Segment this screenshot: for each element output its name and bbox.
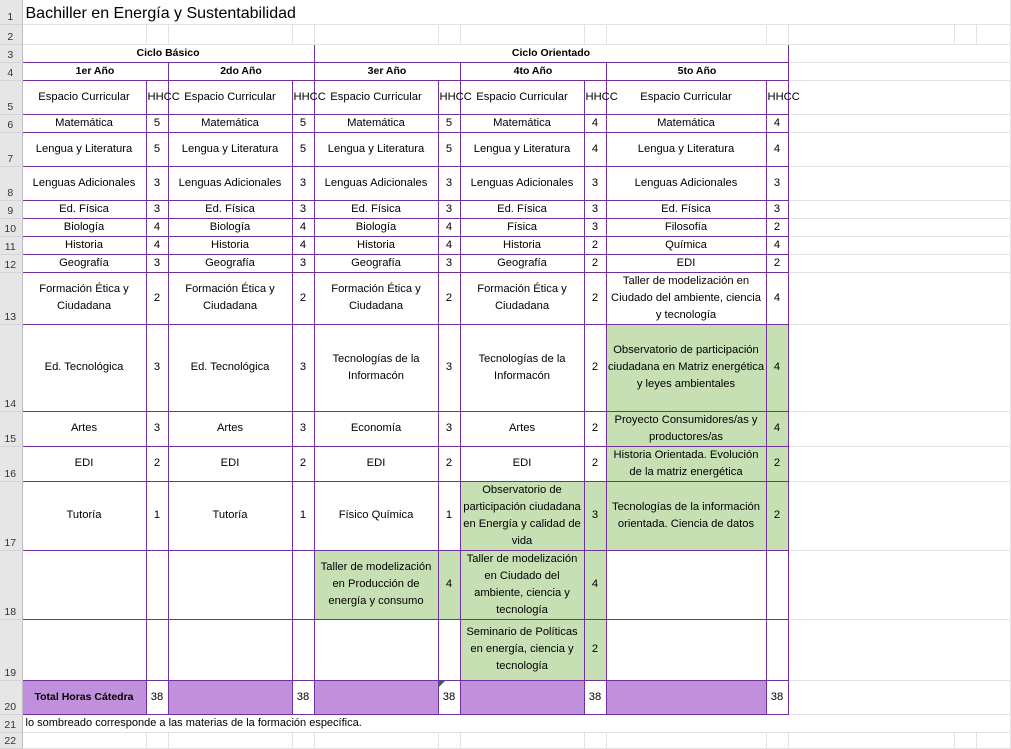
row-header[interactable]: 20: [0, 680, 22, 714]
empty-cell[interactable]: [954, 732, 976, 748]
empty-cell[interactable]: [788, 80, 1010, 114]
hours-cell[interactable]: 3: [146, 411, 168, 446]
subject-cell[interactable]: Biología: [168, 218, 292, 236]
subject-cell[interactable]: Lengua y Literatura: [460, 132, 584, 166]
subject-cell[interactable]: Ed. Física: [168, 200, 292, 218]
sheet-row: [0, 80, 1010, 114]
empty-cell[interactable]: [788, 114, 1010, 132]
row-header[interactable]: 3: [0, 44, 22, 62]
subject-cell[interactable]: Tutoría: [22, 481, 146, 550]
hours-cell[interactable]: [438, 619, 460, 680]
empty-cell[interactable]: [584, 24, 606, 44]
hours-cell[interactable]: 4: [766, 236, 788, 254]
subject-cell[interactable]: Observatorio de participación ciudadana en Matriz energética y leyes ambientales: [606, 324, 766, 411]
sheet-row: [0, 44, 1010, 62]
hours-column-header[interactable]: HHCC: [292, 80, 314, 114]
hours-cell[interactable]: 4: [438, 550, 460, 619]
empty-cell[interactable]: [168, 24, 292, 44]
subject-cell[interactable]: Historia Orientada. Evolución de la matriz energética: [606, 446, 766, 481]
sheet-row: [0, 680, 1010, 714]
empty-cell[interactable]: [292, 732, 314, 748]
hours-cell[interactable]: 4: [766, 324, 788, 411]
total-value[interactable]: 38: [146, 680, 168, 714]
hours-cell[interactable]: 4: [584, 132, 606, 166]
empty-cell[interactable]: [976, 24, 1010, 44]
hours-cell[interactable]: 3: [292, 324, 314, 411]
hours-cell[interactable]: 4: [146, 218, 168, 236]
row-header[interactable]: 7: [0, 132, 22, 166]
empty-cell[interactable]: [22, 24, 146, 44]
subject-cell[interactable]: [22, 550, 146, 619]
row-header[interactable]: 18: [0, 550, 22, 619]
hours-cell[interactable]: 2: [292, 446, 314, 481]
hours-cell[interactable]: 4: [766, 272, 788, 324]
hours-cell[interactable]: 2: [584, 619, 606, 680]
hours-cell[interactable]: 3: [438, 411, 460, 446]
hours-cell[interactable]: 2: [146, 446, 168, 481]
subject-cell[interactable]: Ed. Tecnológica: [22, 324, 146, 411]
subject-cell[interactable]: Lenguas Adicionales: [460, 166, 584, 200]
total-value[interactable]: 38: [766, 680, 788, 714]
hours-cell[interactable]: 5: [292, 132, 314, 166]
hours-cell[interactable]: 4: [438, 236, 460, 254]
subject-cell[interactable]: Lenguas Adicionales: [22, 166, 146, 200]
subject-cell[interactable]: Geografía: [22, 254, 146, 272]
row-header[interactable]: 5: [0, 80, 22, 114]
hours-cell[interactable]: 1: [292, 481, 314, 550]
subject-cell[interactable]: Tecnologías de la Informacón: [460, 324, 584, 411]
total-filler[interactable]: [314, 680, 438, 714]
subject-cell[interactable]: Observatorio de participación ciudadana en Energía y calidad de vida: [460, 481, 584, 550]
subject-cell[interactable]: Química: [606, 236, 766, 254]
total-value[interactable]: 38: [584, 680, 606, 714]
hours-column-header[interactable]: HHCC: [438, 80, 460, 114]
hours-cell[interactable]: 3: [146, 254, 168, 272]
subject-cell[interactable]: Ed. Física: [22, 200, 146, 218]
total-filler[interactable]: [460, 680, 584, 714]
sheet-row: [0, 218, 1010, 236]
sheet-row: [0, 0, 1010, 24]
subject-cell[interactable]: Matemática: [314, 114, 438, 132]
empty-cell[interactable]: [788, 446, 1010, 481]
hours-cell[interactable]: [292, 550, 314, 619]
empty-cell[interactable]: [314, 732, 438, 748]
subject-cell[interactable]: [168, 619, 292, 680]
row-header[interactable]: 12: [0, 254, 22, 272]
hours-cell[interactable]: 4: [584, 114, 606, 132]
total-filler[interactable]: [606, 680, 766, 714]
sheet-row: [0, 481, 1010, 550]
row-header[interactable]: 17: [0, 481, 22, 550]
row-header[interactable]: 14: [0, 324, 22, 411]
subject-cell[interactable]: Geografía: [168, 254, 292, 272]
hours-cell[interactable]: [766, 550, 788, 619]
subject-cell[interactable]: Formación Ética y Ciudadana: [22, 272, 146, 324]
sheet-row: [0, 714, 1010, 732]
subject-cell[interactable]: EDI: [22, 446, 146, 481]
hours-cell[interactable]: 2: [766, 446, 788, 481]
hours-cell[interactable]: 5: [292, 114, 314, 132]
hours-cell[interactable]: 3: [146, 200, 168, 218]
sheet-row: [0, 200, 1010, 218]
row-header[interactable]: 9: [0, 200, 22, 218]
subject-cell[interactable]: Taller de modelización en Producción de energía y consumo: [314, 550, 438, 619]
hours-cell[interactable]: 2: [584, 254, 606, 272]
empty-cell[interactable]: [788, 236, 1010, 254]
hours-cell[interactable]: 3: [584, 200, 606, 218]
empty-cell[interactable]: [788, 732, 954, 748]
empty-cell[interactable]: [146, 24, 168, 44]
subject-cell[interactable]: EDI: [314, 446, 438, 481]
hours-cell[interactable]: 2: [146, 272, 168, 324]
hours-cell[interactable]: 2: [584, 272, 606, 324]
subject-cell[interactable]: Formación Ética y Ciudadana: [460, 272, 584, 324]
empty-cell[interactable]: [976, 732, 1010, 748]
subject-cell[interactable]: [168, 550, 292, 619]
subject-cell[interactable]: Historia: [168, 236, 292, 254]
total-filler[interactable]: [168, 680, 292, 714]
row-header[interactable]: 22: [0, 732, 22, 748]
subject-cell[interactable]: Biología: [314, 218, 438, 236]
empty-cell[interactable]: [788, 254, 1010, 272]
hours-cell[interactable]: 2: [766, 481, 788, 550]
hours-cell[interactable]: 3: [292, 166, 314, 200]
hours-cell[interactable]: 2: [438, 272, 460, 324]
sheet-row: [0, 619, 1010, 680]
empty-cell[interactable]: [606, 732, 766, 748]
subject-cell[interactable]: Lengua y Literatura: [168, 132, 292, 166]
subject-cell[interactable]: Física: [460, 218, 584, 236]
row-header[interactable]: 6: [0, 114, 22, 132]
year-header[interactable]: 2do Año: [168, 62, 314, 80]
hours-cell[interactable]: 3: [584, 218, 606, 236]
subject-cell[interactable]: [22, 619, 146, 680]
hours-cell[interactable]: 2: [584, 324, 606, 411]
hours-cell[interactable]: 5: [146, 132, 168, 166]
hours-cell[interactable]: 3: [292, 411, 314, 446]
empty-cell[interactable]: [788, 619, 1010, 680]
subject-cell[interactable]: [606, 550, 766, 619]
subject-cell[interactable]: Taller de modelización en Ciudado del ambiente, ciencia y tecnología: [460, 550, 584, 619]
hours-cell[interactable]: 3: [292, 254, 314, 272]
hours-cell[interactable]: [146, 619, 168, 680]
hours-cell[interactable]: 2: [766, 254, 788, 272]
hours-cell[interactable]: 4: [766, 411, 788, 446]
empty-cell[interactable]: [438, 732, 460, 748]
cycle-orientado-header[interactable]: Ciclo Orientado: [314, 44, 788, 62]
subject-column-header[interactable]: Espacio Curricular: [606, 80, 766, 114]
sheet-row: [0, 411, 1010, 446]
empty-cell[interactable]: [146, 732, 168, 748]
hours-cell[interactable]: 4: [438, 218, 460, 236]
row-header[interactable]: 10: [0, 218, 22, 236]
subject-column-header[interactable]: Espacio Curricular: [168, 80, 292, 114]
empty-cell[interactable]: [22, 732, 146, 748]
hours-cell[interactable]: 3: [438, 166, 460, 200]
hours-cell[interactable]: 5: [438, 114, 460, 132]
subject-cell[interactable]: Formación Ética y Ciudadana: [314, 272, 438, 324]
hours-cell[interactable]: 3: [292, 200, 314, 218]
hours-cell[interactable]: 3: [146, 324, 168, 411]
subject-cell[interactable]: Artes: [460, 411, 584, 446]
year-header[interactable]: 3er Año: [314, 62, 460, 80]
total-label[interactable]: Total Horas Cátedra: [22, 680, 146, 714]
sheet-row: [0, 114, 1010, 132]
hours-cell[interactable]: 2: [584, 236, 606, 254]
subject-cell[interactable]: Taller de modelización en Ciudado del ambiente, ciencia y tecnología: [606, 272, 766, 324]
subject-cell[interactable]: Economía: [314, 411, 438, 446]
hours-cell[interactable]: 3: [584, 166, 606, 200]
subject-cell[interactable]: Lengua y Literatura: [22, 132, 146, 166]
empty-cell[interactable]: [788, 200, 1010, 218]
subject-cell[interactable]: Historia: [460, 236, 584, 254]
subject-cell[interactable]: Proyecto Consumidores/as y productores/as: [606, 411, 766, 446]
subject-cell[interactable]: [606, 619, 766, 680]
empty-cell[interactable]: [788, 481, 1010, 550]
subject-cell[interactable]: Ed. Física: [606, 200, 766, 218]
row-header[interactable]: 4: [0, 62, 22, 80]
subject-cell[interactable]: Tutoría: [168, 481, 292, 550]
hours-cell[interactable]: 1: [438, 481, 460, 550]
hours-cell[interactable]: 4: [584, 550, 606, 619]
subject-column-header[interactable]: Espacio Curricular: [460, 80, 584, 114]
subject-cell[interactable]: EDI: [168, 446, 292, 481]
sheet-row: [0, 254, 1010, 272]
hours-cell[interactable]: 2: [292, 272, 314, 324]
hours-column-header[interactable]: HHCC: [584, 80, 606, 114]
empty-cell[interactable]: [788, 132, 1010, 166]
empty-cell[interactable]: [606, 24, 766, 44]
subject-cell[interactable]: Ed. Física: [314, 200, 438, 218]
row-header[interactable]: 11: [0, 236, 22, 254]
empty-cell[interactable]: [788, 324, 1010, 411]
subject-cell[interactable]: EDI: [460, 446, 584, 481]
subject-cell[interactable]: Tecnologías de la información orientada. Ciencia de datos: [606, 481, 766, 550]
subject-cell[interactable]: Lenguas Adicionales: [314, 166, 438, 200]
hours-cell[interactable]: 3: [584, 481, 606, 550]
sheet-row: [0, 732, 1010, 748]
row-header[interactable]: 15: [0, 411, 22, 446]
hours-column-header[interactable]: HHCC: [146, 80, 168, 114]
row-header[interactable]: 8: [0, 166, 22, 200]
empty-cell[interactable]: [584, 732, 606, 748]
empty-cell[interactable]: [954, 24, 976, 44]
hours-cell[interactable]: 3: [438, 254, 460, 272]
subject-cell[interactable]: Matemática: [168, 114, 292, 132]
total-value[interactable]: [438, 680, 460, 714]
sheet-row: [0, 272, 1010, 324]
subject-cell[interactable]: Geografía: [314, 254, 438, 272]
sheet-row: [0, 236, 1010, 254]
hours-cell[interactable]: 4: [292, 236, 314, 254]
hours-cell[interactable]: 2: [438, 446, 460, 481]
hours-cell[interactable]: [766, 619, 788, 680]
subject-cell[interactable]: Tecnologías de la Informacón: [314, 324, 438, 411]
row-header[interactable]: 13: [0, 272, 22, 324]
row-header[interactable]: 1: [0, 0, 22, 24]
hours-cell[interactable]: 2: [766, 218, 788, 236]
hours-cell[interactable]: 1: [146, 481, 168, 550]
subject-cell[interactable]: Artes: [22, 411, 146, 446]
hours-cell[interactable]: 3: [438, 324, 460, 411]
subject-cell[interactable]: Matemática: [22, 114, 146, 132]
hours-cell[interactable]: [292, 619, 314, 680]
empty-cell[interactable]: [788, 550, 1010, 619]
row-header[interactable]: 16: [0, 446, 22, 481]
subject-cell[interactable]: Lenguas Adicionales: [168, 166, 292, 200]
subject-cell[interactable]: Seminario de Políticas en energía, ciencia y tecnología: [460, 619, 584, 680]
sheet-row: [0, 446, 1010, 481]
empty-cell[interactable]: [788, 411, 1010, 446]
hours-cell[interactable]: 4: [766, 132, 788, 166]
hours-cell[interactable]: 3: [766, 200, 788, 218]
subject-cell[interactable]: Matemática: [606, 114, 766, 132]
hours-cell[interactable]: 2: [584, 411, 606, 446]
subject-cell[interactable]: Historia: [22, 236, 146, 254]
sheet-row: [0, 132, 1010, 166]
hours-cell[interactable]: 3: [438, 200, 460, 218]
hours-column-header[interactable]: HHCC: [766, 80, 788, 114]
hours-cell[interactable]: 2: [584, 446, 606, 481]
comment-indicator-icon: [439, 681, 445, 687]
sheet-row: [0, 24, 1010, 44]
empty-cell[interactable]: [788, 680, 1010, 714]
subject-cell[interactable]: Matemática: [460, 114, 584, 132]
subject-column-header[interactable]: Espacio Curricular: [22, 80, 146, 114]
hours-cell[interactable]: 3: [146, 166, 168, 200]
hours-cell[interactable]: 4: [292, 218, 314, 236]
year-header[interactable]: 4to Año: [460, 62, 606, 80]
empty-cell[interactable]: [460, 732, 584, 748]
subject-cell[interactable]: EDI: [606, 254, 766, 272]
cycle-basico-header[interactable]: Ciclo Básico: [22, 44, 314, 62]
subject-cell[interactable]: Geografía: [460, 254, 584, 272]
subject-cell[interactable]: [314, 619, 438, 680]
hours-cell[interactable]: 3: [766, 166, 788, 200]
total-value[interactable]: 38: [292, 680, 314, 714]
empty-cell[interactable]: [766, 732, 788, 748]
empty-cell[interactable]: [788, 62, 1010, 80]
empty-cell[interactable]: [788, 166, 1010, 200]
total-value-text: 38: [442, 690, 456, 703]
hours-cell[interactable]: 4: [146, 236, 168, 254]
hours-cell[interactable]: 4: [766, 114, 788, 132]
sheet-row: [0, 166, 1010, 200]
sheet-row: [0, 62, 1010, 80]
empty-cell[interactable]: [766, 24, 788, 44]
subject-cell[interactable]: Historia: [314, 236, 438, 254]
subject-cell[interactable]: Ed. Tecnológica: [168, 324, 292, 411]
subject-cell[interactable]: Formación Ética y Ciudadana: [168, 272, 292, 324]
sheet-row: [0, 324, 1010, 411]
empty-cell[interactable]: [438, 24, 460, 44]
footnote[interactable]: lo sombreado corresponde a las materias de la formación específica.: [22, 714, 1010, 732]
subject-cell[interactable]: Ed. Física: [460, 200, 584, 218]
subject-cell[interactable]: Lengua y Literatura: [606, 132, 766, 166]
hours-cell[interactable]: [146, 550, 168, 619]
empty-cell[interactable]: [788, 218, 1010, 236]
empty-cell[interactable]: [168, 732, 292, 748]
row-header[interactable]: 21: [0, 714, 22, 732]
sheet-row: [0, 550, 1010, 619]
sheet-title[interactable]: Bachiller en Energía y Sustentabilidad: [22, 0, 1010, 24]
empty-cell[interactable]: [314, 24, 438, 44]
subject-cell[interactable]: Físico Química: [314, 481, 438, 550]
subject-cell[interactable]: Biología: [22, 218, 146, 236]
row-header[interactable]: 19: [0, 619, 22, 680]
hours-cell[interactable]: 5: [438, 132, 460, 166]
subject-cell[interactable]: Lenguas Adicionales: [606, 166, 766, 200]
empty-cell[interactable]: [460, 24, 584, 44]
hours-cell[interactable]: 5: [146, 114, 168, 132]
empty-cell[interactable]: [292, 24, 314, 44]
row-header[interactable]: 2: [0, 24, 22, 44]
empty-cell[interactable]: [788, 272, 1010, 324]
empty-cell[interactable]: [788, 24, 954, 44]
empty-cell[interactable]: [788, 44, 1010, 62]
subject-cell[interactable]: Artes: [168, 411, 292, 446]
subject-cell[interactable]: Filosofía: [606, 218, 766, 236]
subject-column-header[interactable]: Espacio Curricular: [314, 80, 438, 114]
year-header[interactable]: 1er Año: [22, 62, 168, 80]
year-header[interactable]: 5to Año: [606, 62, 788, 80]
subject-cell[interactable]: Lengua y Literatura: [314, 132, 438, 166]
